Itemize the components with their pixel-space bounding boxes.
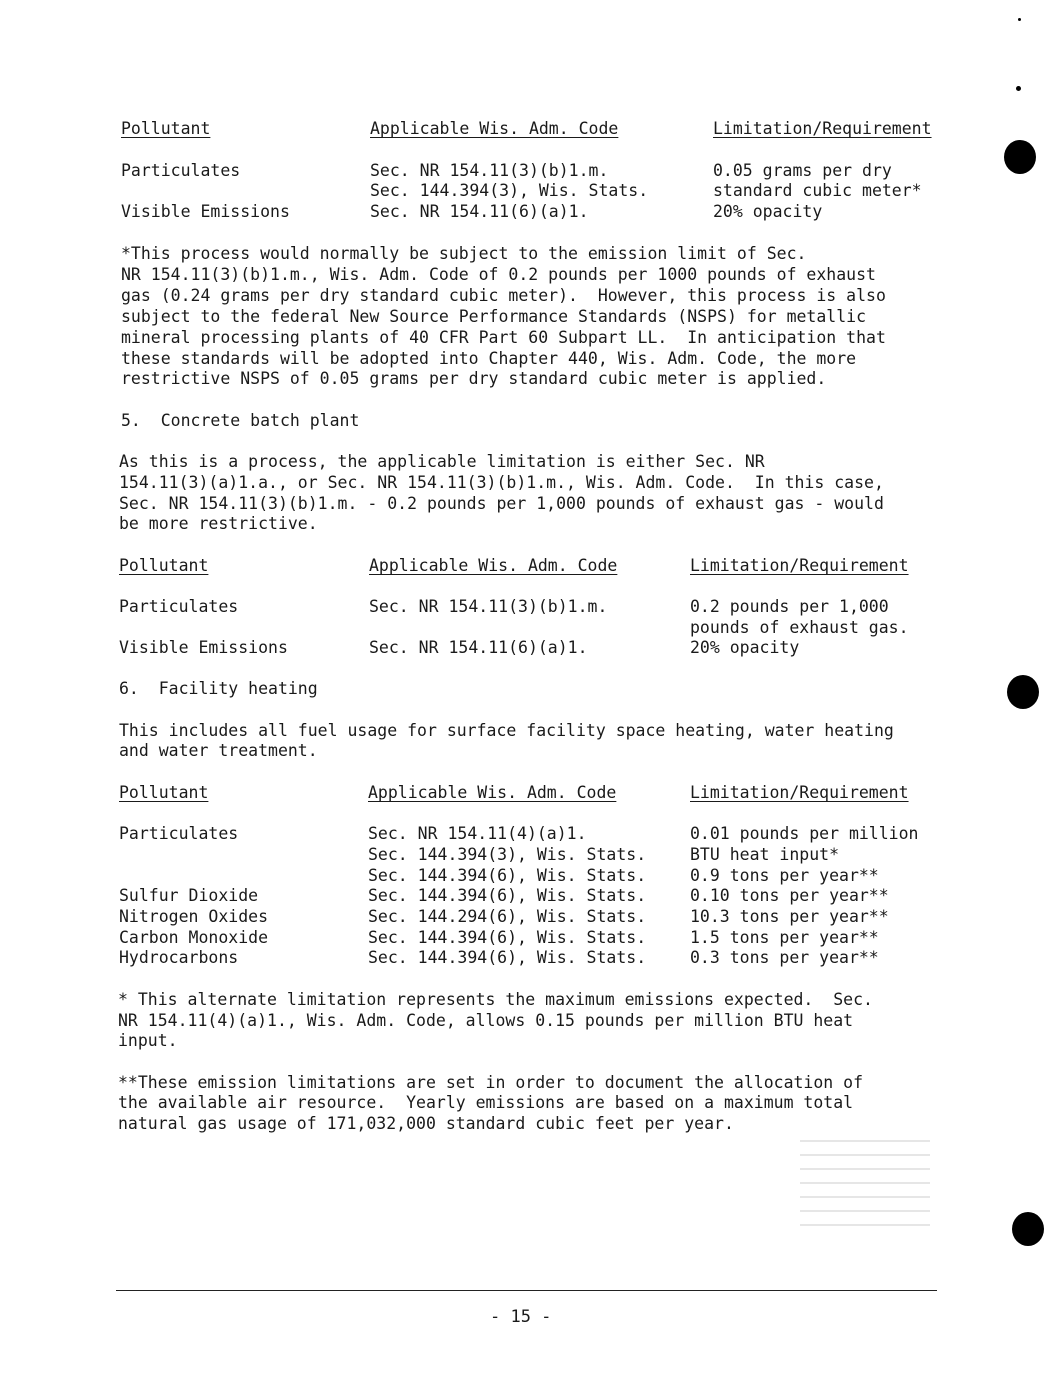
paragraph-line: be more restrictive. <box>119 514 318 533</box>
punch-hole-bottom <box>1012 1212 1044 1246</box>
table-cell-limit: 0.3 tons per year** <box>690 948 879 967</box>
table-cell-limit: 20% opacity <box>690 638 800 657</box>
paragraph-line: 154.11(3)(a)1.a., or Sec. NR 154.11(3)(b)1.m., Wis. Adm. Code. In this case, <box>119 473 884 492</box>
table-cell-code: Sec. 144.394(6), Wis. Stats. <box>368 886 647 905</box>
table-header-code: Applicable Wis. Adm. Code <box>368 783 617 802</box>
page-number: - 15 - <box>490 1307 552 1327</box>
paragraph-line: **These emission limitations are set in order to document the allocation of <box>118 1073 864 1092</box>
table-cell-limit: pounds of exhaust gas. <box>690 618 909 637</box>
table-cell-code: Sec. NR 154.11(4)(a)1. <box>368 824 587 843</box>
paragraph-line: restrictive NSPS of 0.05 grams per dry standard cubic meter is applied. <box>121 369 827 388</box>
table-cell-limit: 0.01 pounds per million <box>690 824 919 843</box>
paragraph-line: subject to the federal New Source Performance Standards (NSPS) for metallic <box>121 307 867 326</box>
table-cell-code: Sec. 144.394(6), Wis. Stats. <box>368 866 647 885</box>
paragraph-line: This includes all fuel usage for surface facility space heating, water heating <box>119 721 894 740</box>
table-cell-code: Sec. 144.294(6), Wis. Stats. <box>368 907 647 926</box>
table-header-limitation: Limitation/Requirement <box>690 556 909 575</box>
table-cell-pollutant: Particulates <box>119 824 239 843</box>
punch-hole-top <box>1004 140 1036 174</box>
paragraph-line: mineral processing plants of 40 CFR Part 60 Subpart LL. In anticipation that <box>121 328 886 347</box>
table-cell-pollutant: Visible Emissions <box>119 638 288 657</box>
section-heading-6: 6. Facility heating <box>119 679 318 698</box>
table-cell-limit: 10.3 tons per year** <box>690 907 889 926</box>
table-cell-pollutant: Nitrogen Oxides <box>119 907 269 926</box>
table-cell-pollutant: Particulates <box>121 161 241 180</box>
table-cell-limit: BTU heat input* <box>690 845 840 864</box>
table-cell-code: Sec. NR 154.11(3)(b)1.m. <box>369 597 608 616</box>
table-cell-limit: 0.9 tons per year** <box>690 866 879 885</box>
table-header-limitation: Limitation/Requirement <box>713 119 932 138</box>
table-cell-code: Sec. 144.394(3), Wis. Stats. <box>368 845 647 864</box>
table-cell-code: Sec. 144.394(6), Wis. Stats. <box>368 928 647 947</box>
bleed-through <box>800 1128 930 1228</box>
paragraph-line: *This process would normally be subject to the emission limit of Sec. <box>121 244 807 263</box>
table-cell-code: Sec. NR 154.11(6)(a)1. <box>369 638 588 657</box>
paragraph-line: NR 154.11(4)(a)1., Wis. Adm. Code, allows 0.15 pounds per million BTU heat <box>118 1011 854 1030</box>
paragraph-line: gas (0.24 grams per dry standard cubic meter). However, this process is also <box>121 286 886 305</box>
paragraph-line: As this is a process, the applicable limitation is either Sec. NR <box>119 452 765 471</box>
table-cell-pollutant: Visible Emissions <box>121 202 290 221</box>
paragraph-line: * This alternate limitation represents the maximum emissions expected. Sec. <box>118 990 873 1009</box>
table-header-code: Applicable Wis. Adm. Code <box>369 556 618 575</box>
table-cell-limit: standard cubic meter* <box>713 181 922 200</box>
paragraph-line: input. <box>118 1031 178 1050</box>
paragraph-line: and water treatment. <box>119 741 318 760</box>
speck <box>1016 86 1021 91</box>
footer-rule <box>116 1290 937 1291</box>
table-header-code: Applicable Wis. Adm. Code <box>370 119 619 138</box>
paragraph-line: natural gas usage of 171,032,000 standard cubic feet per year. <box>118 1114 734 1133</box>
table-cell-pollutant: Carbon Monoxide <box>119 928 269 947</box>
table-cell-code: Sec. 144.394(3), Wis. Stats. <box>370 181 649 200</box>
table-cell-limit: 0.05 grams per dry <box>713 161 892 180</box>
table-cell-limit: 0.10 tons per year** <box>690 886 889 905</box>
table-cell-code: Sec. 144.394(6), Wis. Stats. <box>368 948 647 967</box>
table-cell-limit: 20% opacity <box>713 202 823 221</box>
table-cell-code: Sec. NR 154.11(3)(b)1.m. <box>370 161 609 180</box>
table-cell-limit: 1.5 tons per year** <box>690 928 879 947</box>
table-cell-pollutant: Sulfur Dioxide <box>119 886 259 905</box>
table-header-limitation: Limitation/Requirement <box>690 783 909 802</box>
table-header-pollutant: Pollutant <box>119 783 209 802</box>
table-cell-limit: 0.2 pounds per 1,000 <box>690 597 889 616</box>
paragraph-line: these standards will be adopted into Chapter 440, Wis. Adm. Code, the more <box>121 349 857 368</box>
paragraph-line: Sec. NR 154.11(3)(b)1.m. - 0.2 pounds per 1,000 pounds of exhaust gas - would <box>119 494 884 513</box>
table-cell-code: Sec. NR 154.11(6)(a)1. <box>370 202 589 221</box>
table-cell-pollutant: Hydrocarbons <box>119 948 239 967</box>
paragraph-line: NR 154.11(3)(b)1.m., Wis. Adm. Code of 0.2 pounds per 1000 pounds of exhaust <box>121 265 876 284</box>
speck <box>1018 18 1021 21</box>
table-header-pollutant: Pollutant <box>119 556 209 575</box>
paragraph-line: the available air resource. Yearly emissions are based on a maximum total <box>118 1093 854 1112</box>
table-header-pollutant: Pollutant <box>121 119 211 138</box>
table-cell-pollutant: Particulates <box>119 597 239 616</box>
punch-hole-middle <box>1007 675 1039 709</box>
section-heading-5: 5. Concrete batch plant <box>121 411 360 430</box>
